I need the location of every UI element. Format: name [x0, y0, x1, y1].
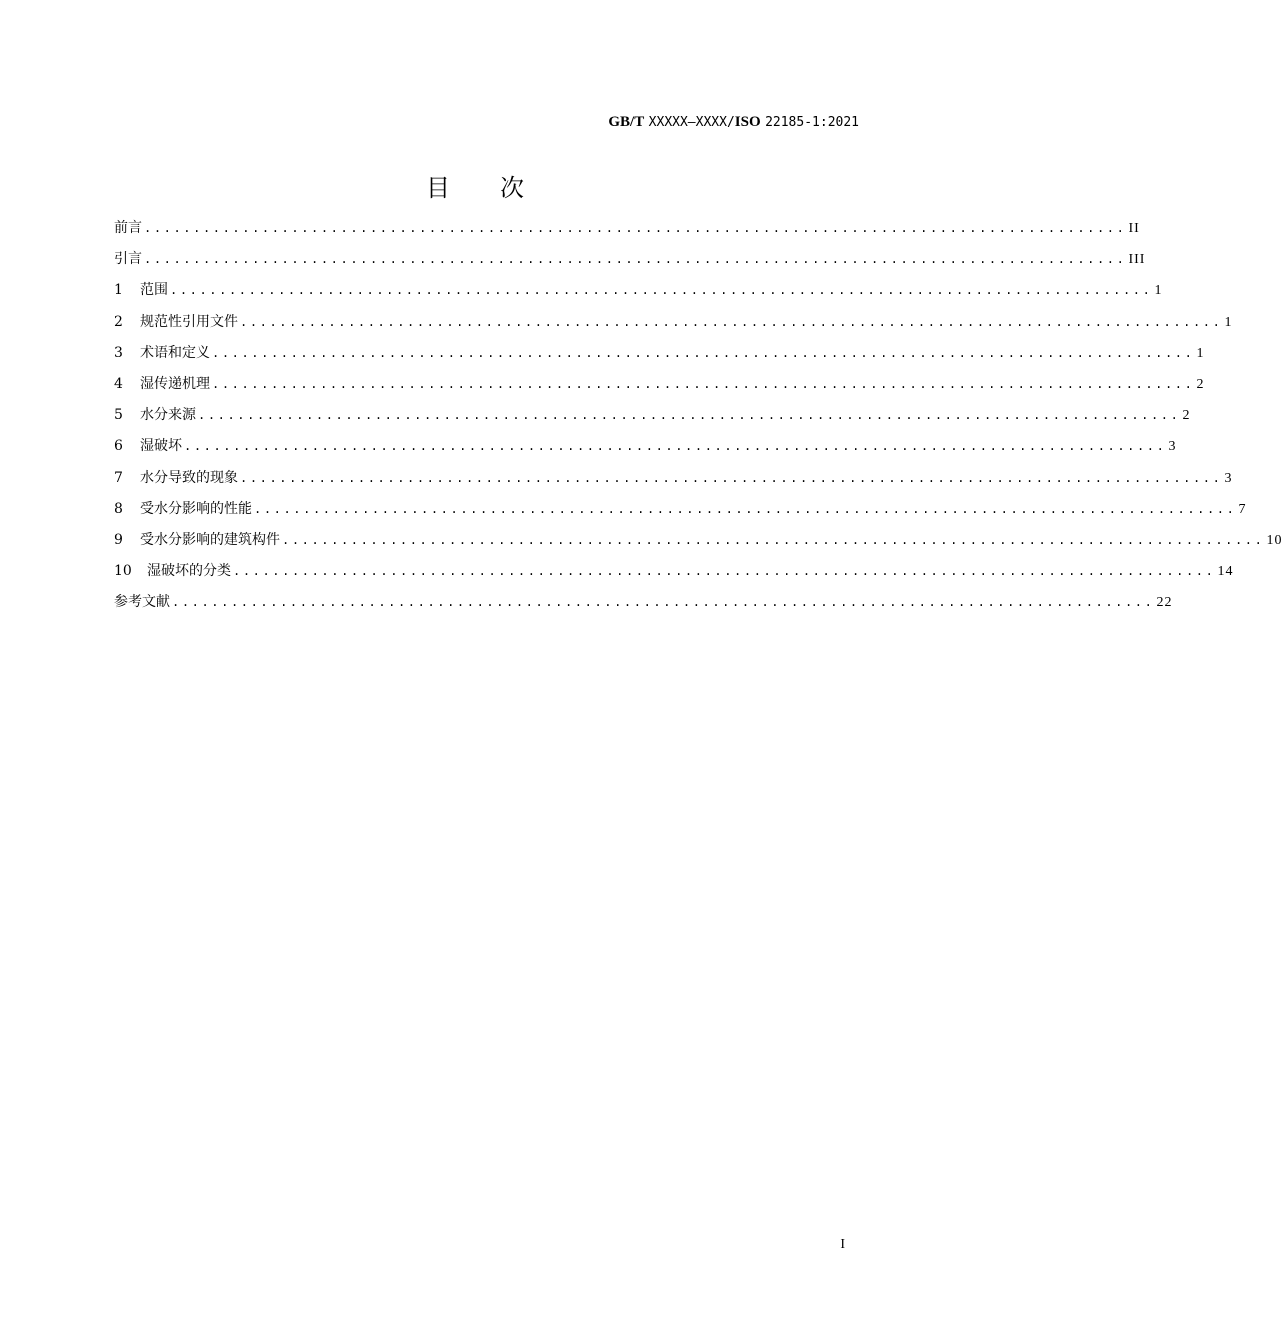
toc-entry-page: 1: [1154, 283, 1163, 299]
toc-entry-number: 5: [114, 407, 123, 424]
toc-entry-label: 参考文献: [114, 594, 170, 611]
toc-entry-label: 受水分影响的建筑构件: [140, 531, 280, 548]
toc-entry-page: 2: [1182, 408, 1191, 424]
toc-leader-dots: ....................................................................................................: [170, 283, 1153, 298]
toc-leader-dots: ....................................................................................................: [198, 408, 1181, 423]
toc-leader-dots: ....................................................................................................: [282, 532, 1265, 547]
toc-entry-label: 前言: [114, 220, 142, 236]
toc-entry-page: II: [1128, 221, 1140, 236]
document-header: [608, 114, 859, 131]
toc-entry-number: 1: [114, 282, 123, 299]
toc-entry-label: 术语和定义: [140, 344, 210, 361]
toc-entry-label: 范围: [140, 282, 168, 299]
toc-entry-4[interactable]: [114, 374, 1205, 405]
toc-entry-1[interactable]: [114, 280, 1163, 311]
toc-entry-foreword[interactable]: [114, 218, 1140, 249]
toc-entry-page: III: [1128, 252, 1146, 268]
toc-entry-page: 1: [1224, 314, 1233, 330]
toc-entry-page: 14: [1217, 564, 1234, 580]
page-number: I: [840, 1237, 845, 1252]
standard-number: XXXXX—XXXX/: [648, 115, 735, 130]
toc-leader-dots: ....................................................................................................: [254, 501, 1237, 516]
toc-leader-dots: ....................................................................................................: [144, 221, 1127, 235]
toc-entry-page: 1: [1196, 345, 1205, 361]
toc-entry-number: 7: [114, 469, 123, 486]
toc-entry-8[interactable]: [114, 499, 1247, 530]
toc-leader-dots: ....................................................................................................: [184, 439, 1167, 454]
toc-entry-label: 引言: [114, 251, 142, 268]
iso-number: 22185-1:2021: [765, 115, 859, 130]
toc-entry-number: 4: [114, 375, 123, 392]
toc-entry-bibliography[interactable]: [114, 592, 1173, 623]
toc-entry-page: 7: [1238, 501, 1247, 517]
toc-entry-label: 水分来源: [140, 407, 196, 424]
toc-entry-number: 9: [114, 531, 123, 548]
toc-entry-label: 湿破坏: [140, 438, 182, 455]
toc-entry-label: 水分导致的现象: [140, 469, 238, 486]
toc-entry-introduction[interactable]: [114, 249, 1146, 280]
toc-entry-page: 2: [1196, 376, 1205, 392]
toc-leader-dots: ....................................................................................................: [240, 314, 1223, 329]
toc-entry-number: 8: [114, 500, 123, 517]
table-of-contents: [114, 218, 1282, 623]
toc-entry-page: 22: [1156, 595, 1173, 611]
toc-leader-dots: ....................................................................................................: [212, 376, 1195, 391]
toc-entry-10[interactable]: [114, 561, 1234, 592]
toc-entry-page: 3: [1168, 439, 1177, 455]
toc-leader-dots: ....................................................................................................: [144, 252, 1127, 267]
toc-entry-label: 湿传递机理: [140, 375, 210, 392]
toc-entry-2[interactable]: [114, 312, 1233, 343]
toc-entry-7[interactable]: [114, 468, 1233, 499]
toc-entry-3[interactable]: [114, 343, 1205, 374]
iso-prefix: ISO: [734, 114, 761, 130]
toc-leader-dots: ....................................................................................................: [240, 470, 1223, 485]
toc-entry-number: 3: [114, 344, 123, 361]
toc-entry-6[interactable]: [114, 436, 1177, 467]
toc-entry-label: 湿破坏的分类: [147, 563, 231, 580]
toc-entry-page: 3: [1224, 470, 1233, 486]
toc-entry-number: 10: [114, 563, 132, 580]
toc-entry-5[interactable]: [114, 405, 1191, 436]
toc-entry-label: 规范性引用文件: [140, 313, 238, 330]
standard-prefix: GB/T: [608, 114, 645, 130]
toc-entry-page: 10: [1266, 532, 1282, 548]
toc-entry-number: 6: [114, 438, 123, 455]
toc-leader-dots: ....................................................................................................: [212, 345, 1195, 360]
toc-leader-dots: ....................................................................................................: [172, 595, 1155, 610]
toc-entry-label: 受水分影响的性能: [140, 500, 252, 517]
toc-leader-dots: ....................................................................................................: [233, 564, 1216, 579]
title-char-1: 目: [426, 174, 450, 202]
toc-entry-number: 2: [114, 313, 123, 330]
page-title: [0, 168, 950, 203]
toc-entry-9[interactable]: [114, 530, 1282, 561]
title-char-2: 次: [500, 174, 524, 202]
